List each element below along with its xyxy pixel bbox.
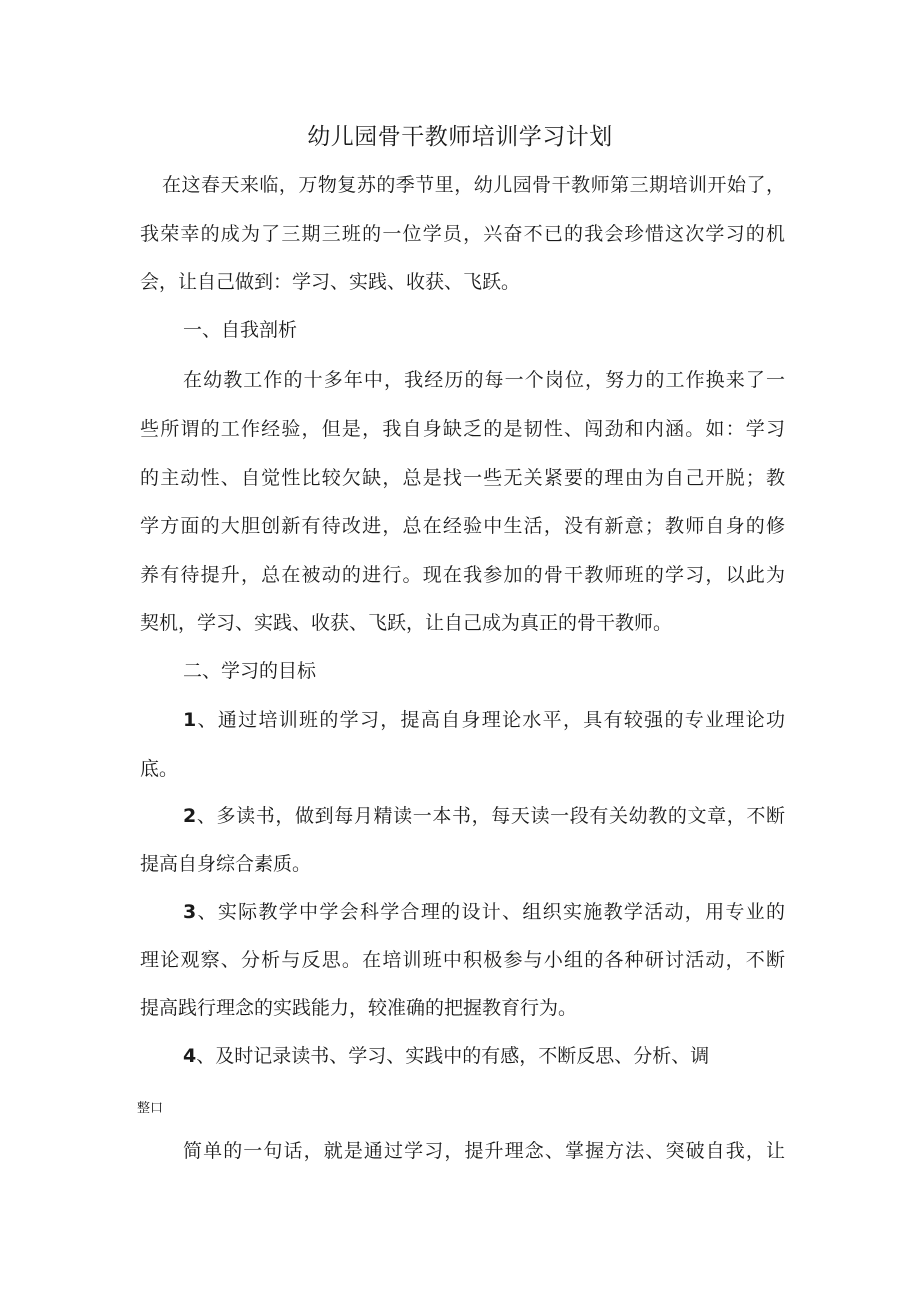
goal-item-4-first-line [183, 1043, 785, 1069]
section1-line-2: 些所谓的工作经验，但是，我自身缺乏的是韧性、闯劲和内涵。如：学习 [140, 418, 785, 440]
goal-item-1-text: 、通过培训班的学习，提高自身理论水平，具有较强的专业理论功 [196, 709, 785, 731]
section-heading-self-analysis: 一、自我剖析 [183, 319, 298, 341]
section1-line-4: 学方面的大胆创新有待改进，总在经验中生活，没有新意；教师自身的修 [140, 515, 785, 537]
intro-line-1: 在这春天来临，万物复苏的季节里，幼儿园骨干教师第三期培训开始了， [162, 174, 785, 196]
closing-line-1: 简单的一句话，就是通过学习，提升理念、掌握方法、突破自我，让 [183, 1140, 785, 1162]
document-title: 幼儿园骨干教师培训学习计划 [307, 124, 613, 150]
goal-item-3-first-line [183, 899, 785, 925]
intro-line-3: 会，让自己做到：学习、实践、收获、飞跃。 [140, 271, 521, 293]
text-fragment: 整口 [137, 1101, 164, 1116]
goal-item-3-text: 、实际教学中学会科学合理的设计、组织实施教学活动，用专业的 [196, 901, 785, 923]
goal-item-3-line-2: 理论观察、分析与反思。在培训班中积极参与小组的各种研讨活动，不断 [140, 949, 785, 971]
goal-item-4-text: 、及时记录读书、学习、实践中的有感，不断反思、分析、调 [196, 1045, 710, 1067]
goal-item-2-number: 2 [183, 805, 197, 827]
goal-item-3-number: 3 [183, 901, 197, 923]
goal-item-4-number: 4 [183, 1045, 197, 1067]
section1-line-6: 契机，学习、实践、收获、飞跃，让自己成为真正的骨干教师。 [140, 612, 673, 634]
section-heading-learning-goals: 二、学习的目标 [183, 660, 317, 682]
section1-line-1: 在幼教工作的十多年中，我经历的每一个岗位，努力的工作换来了一 [183, 369, 785, 391]
goal-item-3-line-3: 提高践行理念的实践能力，较准确的把握教育行为。 [140, 997, 578, 1019]
section1-line-3: 的主动性、自觉性比较欠缺，总是找一些无关紧要的理由为自己开脱；教 [140, 467, 785, 489]
goal-item-2-text: 、多读书，做到每月精读一本书，每天读一段有关幼教的文章，不断 [196, 805, 785, 827]
goal-item-1-line-2: 底。 [140, 758, 179, 780]
intro-line-2: 我荣幸的成为了三期三班的一位学员，兴奋不已的我会珍惜这次学习的机 [140, 223, 785, 245]
goal-item-1-number: 1 [183, 709, 197, 731]
goal-item-1-first-line [183, 707, 785, 733]
goal-item-2-line-2: 提高自身综合素质。 [140, 853, 312, 875]
section1-line-5: 养有待提升，总在被动的进行。现在我参加的骨干教师班的学习，以此为 [140, 564, 785, 586]
goal-item-2-first-line [183, 803, 785, 829]
